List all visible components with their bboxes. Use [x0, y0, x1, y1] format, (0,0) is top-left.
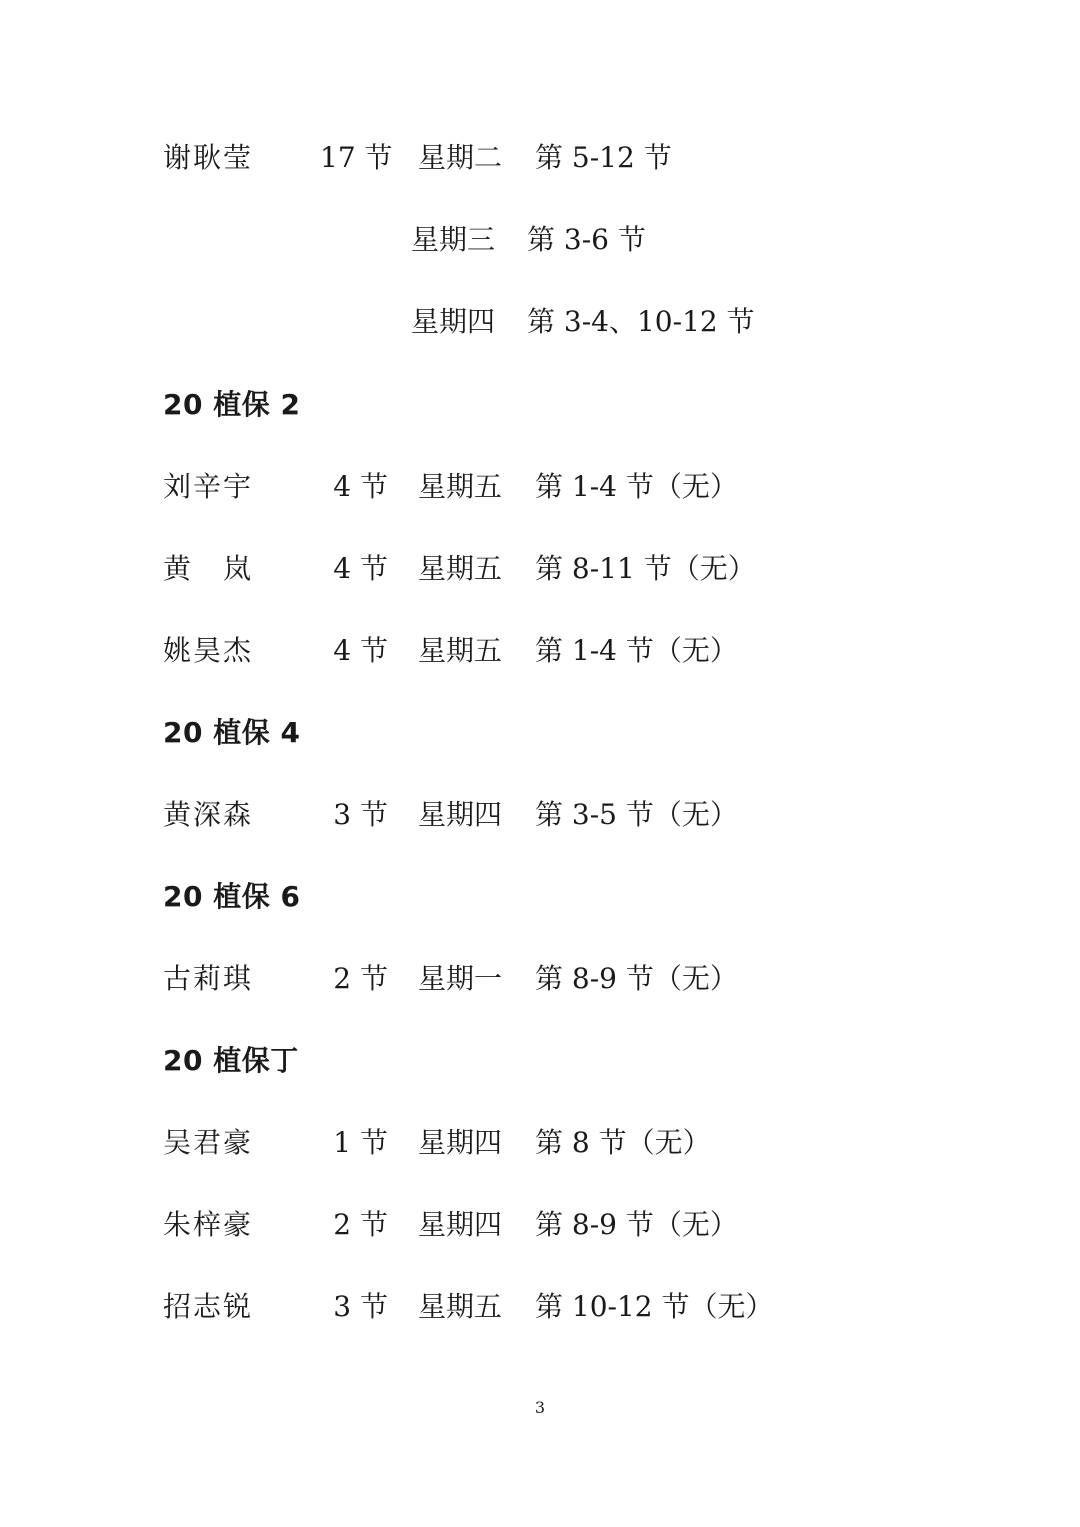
class-periods: 第 3-5 节（无） [535, 798, 738, 831]
schedule-row [0, 549, 1080, 589]
period-count: 3 节 [333, 798, 388, 831]
period-count: 3 节 [333, 1290, 388, 1323]
schedule-row [0, 1205, 1080, 1245]
class-periods: 第 8 节（无） [535, 1126, 711, 1159]
student-name: 黄 岚 [163, 552, 254, 585]
class-periods: 第 8-11 节（无） [535, 552, 756, 585]
period-count: 2 节 [333, 1208, 388, 1241]
weekday: 星期五 [418, 634, 503, 667]
student-name: 姚昊杰 [163, 634, 254, 667]
class-group-heading: 20 植保丁 [163, 1044, 299, 1077]
class-group-heading: 20 植保 6 [163, 880, 301, 913]
class-group-heading: 20 植保 2 [163, 388, 301, 421]
weekday: 星期四 [418, 1126, 503, 1159]
weekday: 星期四 [418, 798, 503, 831]
class-periods: 第 8-9 节（无） [535, 962, 738, 995]
class-periods: 第 8-9 节（无） [535, 1208, 738, 1241]
schedule-row-continuation [0, 220, 1080, 260]
class-group-heading: 20 植保 4 [163, 716, 301, 749]
weekday: 星期四 [418, 1208, 503, 1241]
class-periods: 第 1-4 节（无） [535, 634, 738, 667]
period-count: 2 节 [333, 962, 388, 995]
schedule-row [0, 959, 1080, 999]
class-periods: 第 10-12 节（无） [535, 1290, 774, 1323]
student-name: 刘辛宇 [163, 470, 254, 503]
schedule-row [0, 1287, 1080, 1327]
period-count: 1 节 [333, 1126, 388, 1159]
weekday: 星期四 [411, 305, 496, 338]
page-number: 3 [534, 1398, 546, 1417]
period-count: 4 节 [333, 634, 388, 667]
student-name: 古莉琪 [163, 962, 254, 995]
schedule-row [0, 795, 1080, 835]
weekday: 星期五 [418, 552, 503, 585]
weekday: 星期二 [418, 141, 503, 174]
weekday: 星期一 [418, 962, 503, 995]
class-periods: 第 5-12 节 [535, 141, 672, 174]
schedule-row [0, 467, 1080, 507]
period-count: 4 节 [333, 470, 388, 503]
student-name: 招志锐 [163, 1290, 254, 1323]
period-count: 4 节 [333, 552, 388, 585]
schedule-row [0, 631, 1080, 671]
period-count: 17 节 [320, 141, 393, 174]
weekday: 星期五 [418, 470, 503, 503]
class-periods: 第 3-6 节 [527, 223, 646, 256]
weekday: 星期五 [418, 1290, 503, 1323]
student-name: 朱梓豪 [163, 1208, 254, 1241]
student-name: 吴君豪 [163, 1126, 254, 1159]
weekday: 星期三 [411, 223, 496, 256]
schedule-row [0, 138, 1080, 178]
class-periods: 第 3-4、10-12 节 [527, 305, 755, 338]
class-periods: 第 1-4 节（无） [535, 470, 738, 503]
schedule-row [0, 1123, 1080, 1163]
student-name: 黄深森 [163, 798, 254, 831]
schedule-row-continuation [0, 302, 1080, 342]
student-name: 谢耿莹 [163, 141, 254, 174]
